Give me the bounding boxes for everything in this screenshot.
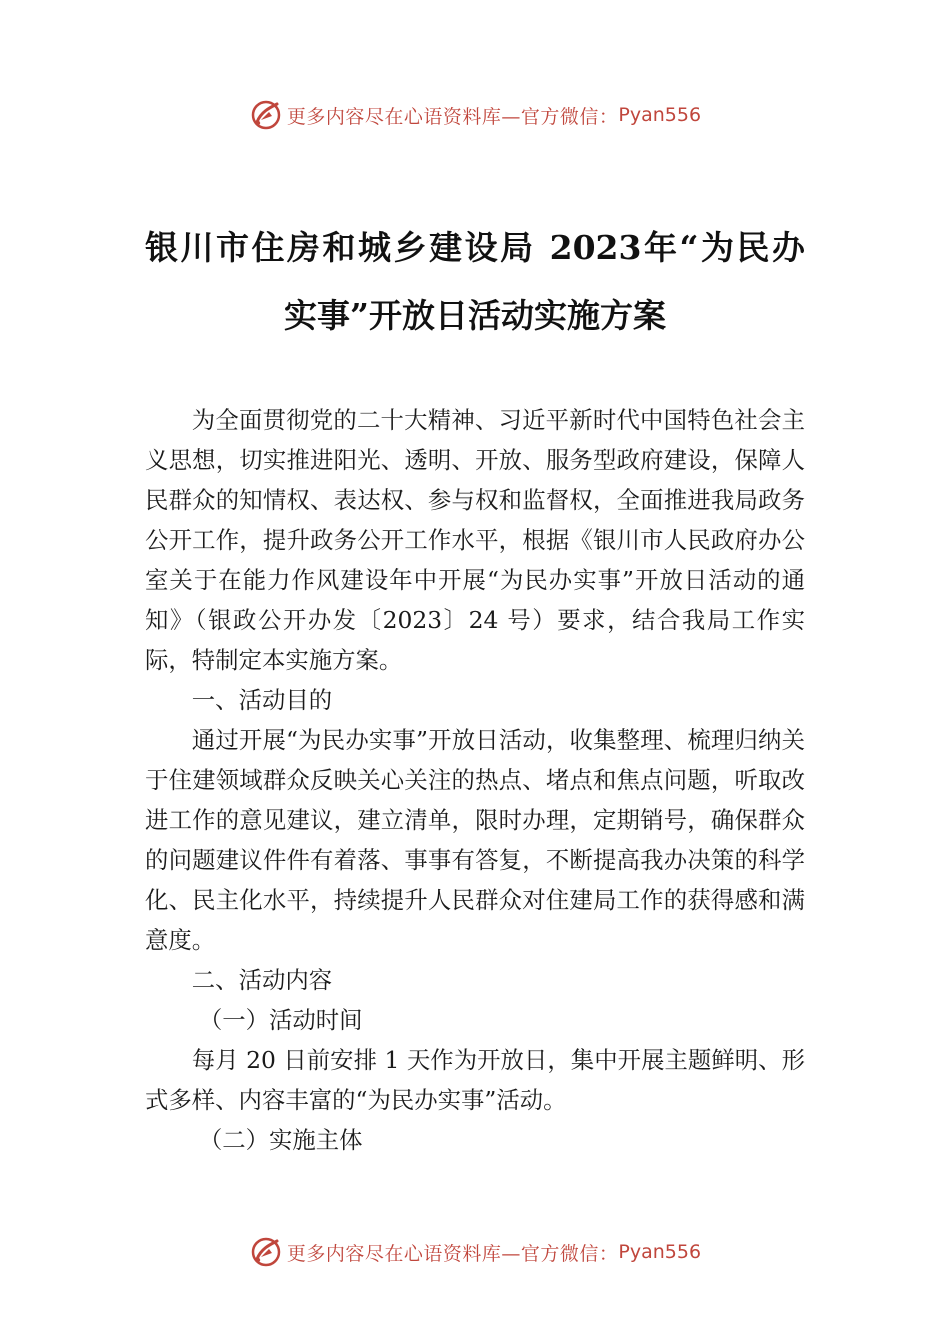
watermark-account: Pyan556: [618, 1241, 702, 1263]
watermark-account: Pyan556: [618, 104, 702, 126]
watermark-text: 更多内容尽在心语资料库—官方微信：: [286, 105, 619, 128]
document-title-line-2: 实事”开放日活动实施方案: [284, 296, 666, 335]
document-body: [145, 400, 805, 1160]
watermark-footer: [0, 1232, 950, 1272]
section-heading-purpose: 一、活动目的: [191, 686, 333, 714]
paragraph-time: 每月 20 日前安排 1 天作为开放日，集中开展主题鲜明、形式多样、内容丰富的“为民办实事”活动。: [145, 1046, 805, 1114]
brush-logo-icon: [249, 1235, 283, 1269]
subheading-subject: （二）实施主体: [198, 1126, 363, 1154]
watermark-header: [0, 95, 950, 135]
paragraph-purpose: 通过开展“为民办实事”开放日活动，收集整理、梳理归纳关于住建领域群众反映关心关注的热点、堵点和焦点问题，听取改进工作的意见建议，建立清单，限时办理，定期销号，确保群众的问题建议件件有着落、事事有答复，不断提高我办决策的科学化、民主化水平，持续提升人民群众对住建局工作的获得感和满意度。: [145, 726, 805, 954]
brush-logo-icon: [249, 98, 283, 132]
watermark-text: 更多内容尽在心语资料库—官方微信：: [286, 1242, 619, 1265]
section-heading-content: 二、活动内容: [191, 966, 333, 994]
paragraph-intro: 为全面贯彻党的二十大精神、习近平新时代中国特色社会主义思想，切实推进阳光、透明、开放、服务型政府建设，保障人民群众的知情权、表达权、参与权和监督权，全面推进我局政务公开工作，提升政务公开工作水平，根据《银川市人民政府办公室关于在能力作风建设年中开展“为民办实事”开放日活动的通知》（银政公开办发〔2023〕24 号）要求，结合我局工作实际，特制定本实施方案。: [145, 406, 805, 674]
subheading-time: （一）活动时间: [198, 1006, 363, 1034]
document-title-line-1: 银川市住房和城乡建设局 2023年“为民办: [145, 228, 805, 267]
